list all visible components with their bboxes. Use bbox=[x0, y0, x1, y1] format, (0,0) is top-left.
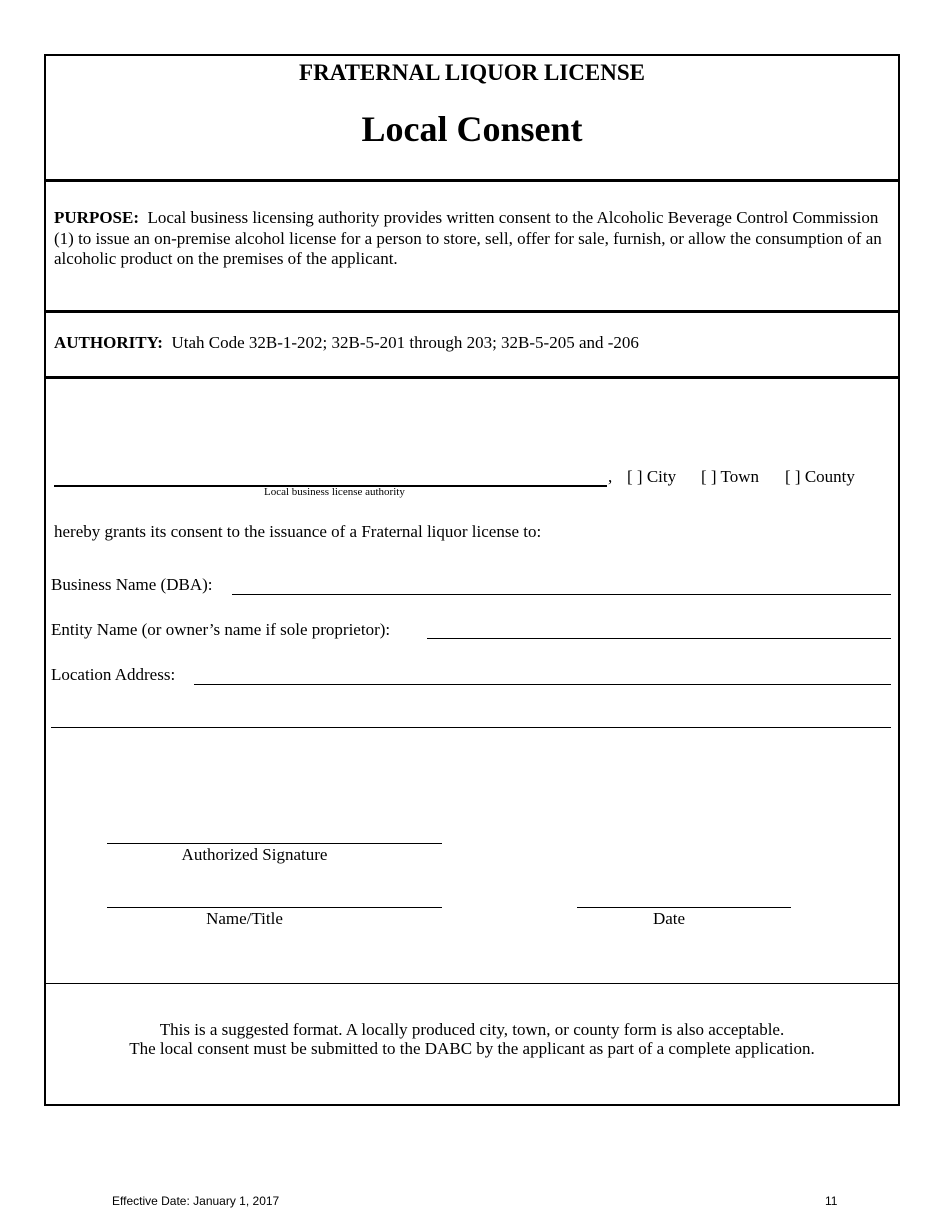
divider-authority bbox=[46, 376, 898, 379]
consent-form bbox=[44, 54, 900, 1106]
grant-statement: hereby grants its consent to the issuance of a Fraternal liquor license to: bbox=[54, 522, 542, 541]
license-type-heading: FRATERNAL LIQUOR LICENSE bbox=[299, 60, 645, 85]
submission-note bbox=[46, 1020, 898, 1058]
note-line-2: The local consent must be submitted to the DABC by the applicant as part of a complete application. bbox=[129, 1039, 815, 1058]
location-address-label: Location Address: bbox=[51, 665, 176, 684]
authorized-signature-line[interactable] bbox=[107, 843, 442, 844]
name-title-line[interactable] bbox=[107, 907, 442, 908]
purpose-text: Local business licensing authority provides written consent to the Alcoholic Beverage Control Commission (1) to issue an on-premise alcohol license for a person to store, sell, offer for sale, furnish, or allow the consumption of an alcoholic product on the premises of the applicant. bbox=[54, 208, 882, 268]
authorized-signature-caption: Authorized Signature bbox=[181, 845, 328, 864]
authority-label: AUTHORITY: bbox=[54, 333, 163, 352]
authority-name-caption: Local business license authority bbox=[264, 486, 405, 498]
page-number: 11 bbox=[825, 1194, 838, 1208]
authority-text: Utah Code 32B-1-202; 32B-5-201 through 203; 32B-5-205 and -206 bbox=[171, 333, 639, 352]
option-city-checkbox[interactable]: [ ] City bbox=[627, 467, 677, 486]
option-county-checkbox[interactable]: [ ] County bbox=[785, 467, 855, 486]
divider-purpose bbox=[46, 310, 898, 313]
entity-name-label: Entity Name (or owner’s name if sole proprietor): bbox=[51, 620, 391, 639]
option-town-checkbox[interactable]: [ ] Town bbox=[701, 467, 759, 486]
authority-section bbox=[54, 333, 639, 353]
note-line-1: This is a suggested format. A locally produced city, town, or county form is also acceptable. bbox=[159, 1020, 785, 1039]
business-name-label: Business Name (DBA): bbox=[51, 575, 213, 594]
comma: , bbox=[608, 467, 613, 486]
purpose-label: PURPOSE: bbox=[54, 208, 139, 227]
date-caption: Date bbox=[652, 909, 686, 928]
effective-date: Effective Date: January 1, 2017 bbox=[112, 1194, 280, 1208]
date-line[interactable] bbox=[577, 907, 791, 908]
entity-name-field[interactable] bbox=[427, 638, 891, 639]
location-address-field[interactable] bbox=[194, 684, 891, 685]
page-title: Local Consent bbox=[361, 109, 583, 149]
purpose-section bbox=[54, 208, 888, 270]
name-title-caption: Name/Title bbox=[206, 909, 283, 928]
divider-header bbox=[46, 179, 898, 182]
divider-signatures bbox=[46, 983, 898, 984]
location-address-field-line2[interactable] bbox=[51, 727, 891, 728]
business-name-field[interactable] bbox=[232, 594, 891, 595]
